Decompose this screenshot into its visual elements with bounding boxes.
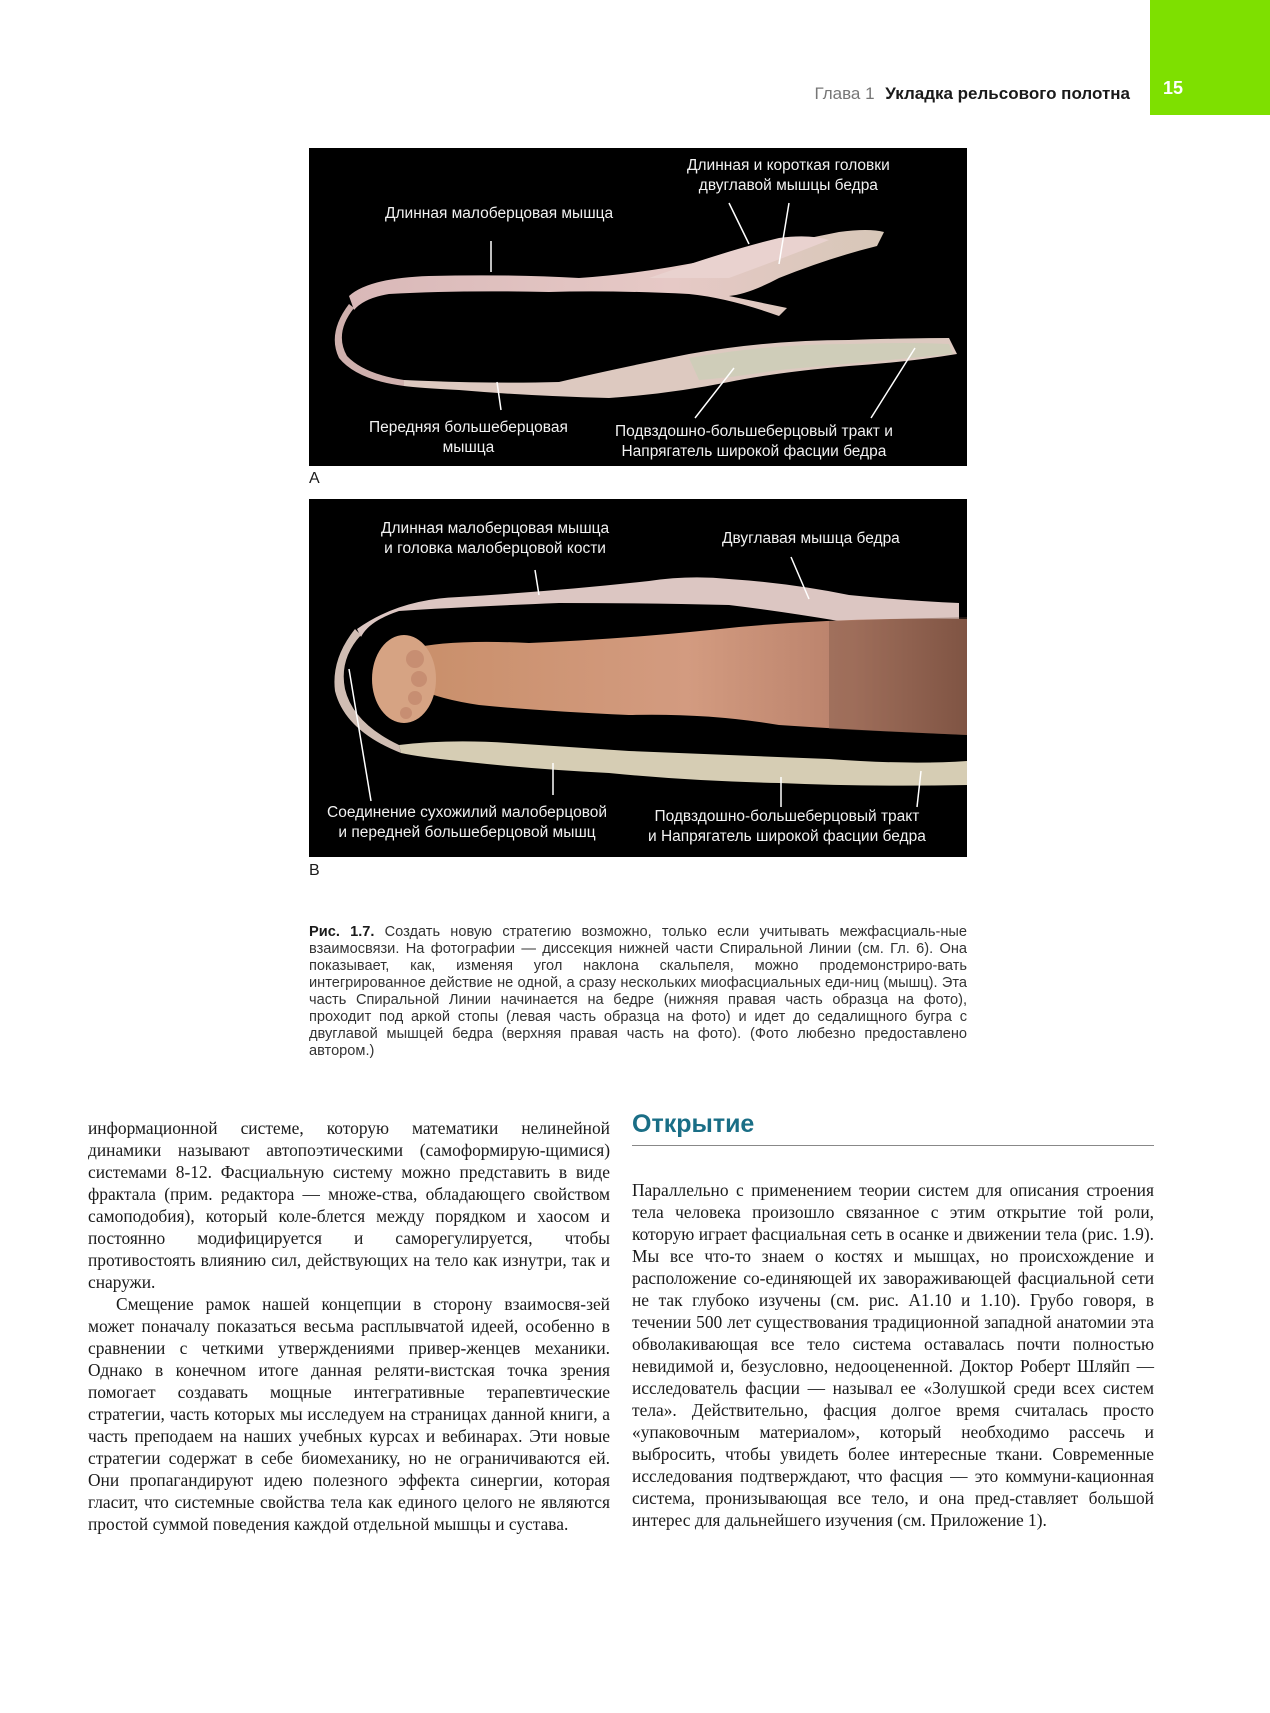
figure-caption [309, 924, 967, 1060]
page-number: 15 [1162, 78, 1184, 98]
label-peroneus-fibula-head: Длинная малоберцовая мышца и головка малоберцовой кости [381, 520, 610, 557]
left-column [88, 1117, 610, 1535]
body-paragraph: Параллельно с применением теории систем для описания строения тела человека произошло связанное с этим открытие той роли, которую играет фасциальная сеть в осанке и движении тела (рис. 1.9). Мы все что-то знаем о костях и мышцах, но происхождение и расположение со-единяющей их завораживающей фасциальной сети не так глубоко изучены (см. рис. А1.10 и 1.10). Грубо говоря, в течении 500 лет существования традиционной западной анатомии эта обволакивающая все тело система оставалась почти полностью невидимой и, безусловно, недооцененной. Доктор Роберт Шляйп — исследователь фасции — называл ее «Золушкой среди всех систем тела». Действительно, фасция долгое время считалась просто «упаковочным материалом», который необходимо рассечь и выбросить, чтобы увидеть более интересные ткани. Современные исследования подтверждают, что фасция — это коммуни-кационная система, пронизывающая все тело, и она пред-ставляет большой интерес для дальнейшего изучения (см. Приложение 1). [632, 1180, 1154, 1530]
caption-label: Рис. 1.7. [309, 924, 375, 940]
label-tibialis-anterior: Передняя большеберцовая мышца [369, 419, 568, 456]
section-heading: Открытие [632, 1110, 1154, 1146]
body-paragraph: информационной системе, которую математики нелинейной динамики называют автопоэтическими (самоформирую-щимися) системами 8-12. Фасциальную систему можно представить в виде фрактала (прим. редактора — множе-ства, обладающего свойством самоподобия), который коле-блется между порядком и хаосом и постоянно модифицируется и саморегулируется, чтобы противостоять влиянию сил, действующих на тело как изнутри, так и снаружи. [88, 1118, 610, 1292]
right-column [632, 1179, 1154, 1531]
label-biceps-femoris: Двуглавая мышца бедра [722, 530, 900, 547]
chapter-label: Глава 1 [814, 84, 875, 103]
caption-text: Создать новую стратегию возможно, только если учитывать межфасциаль-ные взаимосвязи. На фотографии — диссекция нижней части Спиральной Линии (см. Гл. 6). Она показывает, как, изменяя угол наклона скальпеля, можно продемонстриро-вать интегрированное действие не одной, а сразу нескольких миофасциальных еди-ниц (мышц). Эта часть Спиральной Линии начинается на бедре (нижняя правая часть образца на фото), проходит под аркой стопы (левая часть образца на фото) и идет до седалищного бугра с двуглавой мышцей бедра (верхняя правая часть на фото). (Фото любезно предоставлено автором.) [309, 924, 967, 1059]
label-tendon-junction: Соединение сухожилий малоберцовой и передней большеберцовой мышц [327, 804, 608, 841]
panel-letter-b: B [309, 862, 320, 879]
label-biceps-heads: Длинная и короткая головки двуглавой мышцы бедра [687, 157, 890, 194]
body-paragraph: Смещение рамок нашей концепции в сторону взаимосвя-зей может поначалу показаться весьма расплывчатой идеей, особенно в сравнении с четкими утверждениями привер-женцев механики. Однако в конечном итоге данная реляти-вистская точка зрения помогает создавать мощные интегративные терапевтические стратегии, часть которых мы исследуем на страницах данной книги, а часть преподаем на наших учебных курсах и вебинарах. Эти новые стратегии содержат в себе биомеханику, но не ограничиваются ей. Они пропагандируют идею полезного эффекта синергии, которая гласит, что системные свойства тела как единого целого не являются простой суммой поведения каждой отдельной мышцы и сустава. [88, 1294, 610, 1534]
running-header [814, 84, 1130, 104]
figure-photo-b [309, 499, 967, 857]
figure-photo-a [309, 148, 967, 466]
panel-letter-a: A [309, 470, 320, 487]
label-it-band: Подвздошно-большеберцовый тракт и Напрягатель широкой фасции бедра [615, 423, 893, 460]
label-it-band-b: Подвздошно-большеберцовый тракт и Напрягатель широкой фасции бедра [648, 808, 926, 845]
chapter-title: Укладка рельсового полотна [885, 84, 1130, 103]
label-peroneus-longus: Длинная малоберцовая мышца [385, 205, 614, 222]
